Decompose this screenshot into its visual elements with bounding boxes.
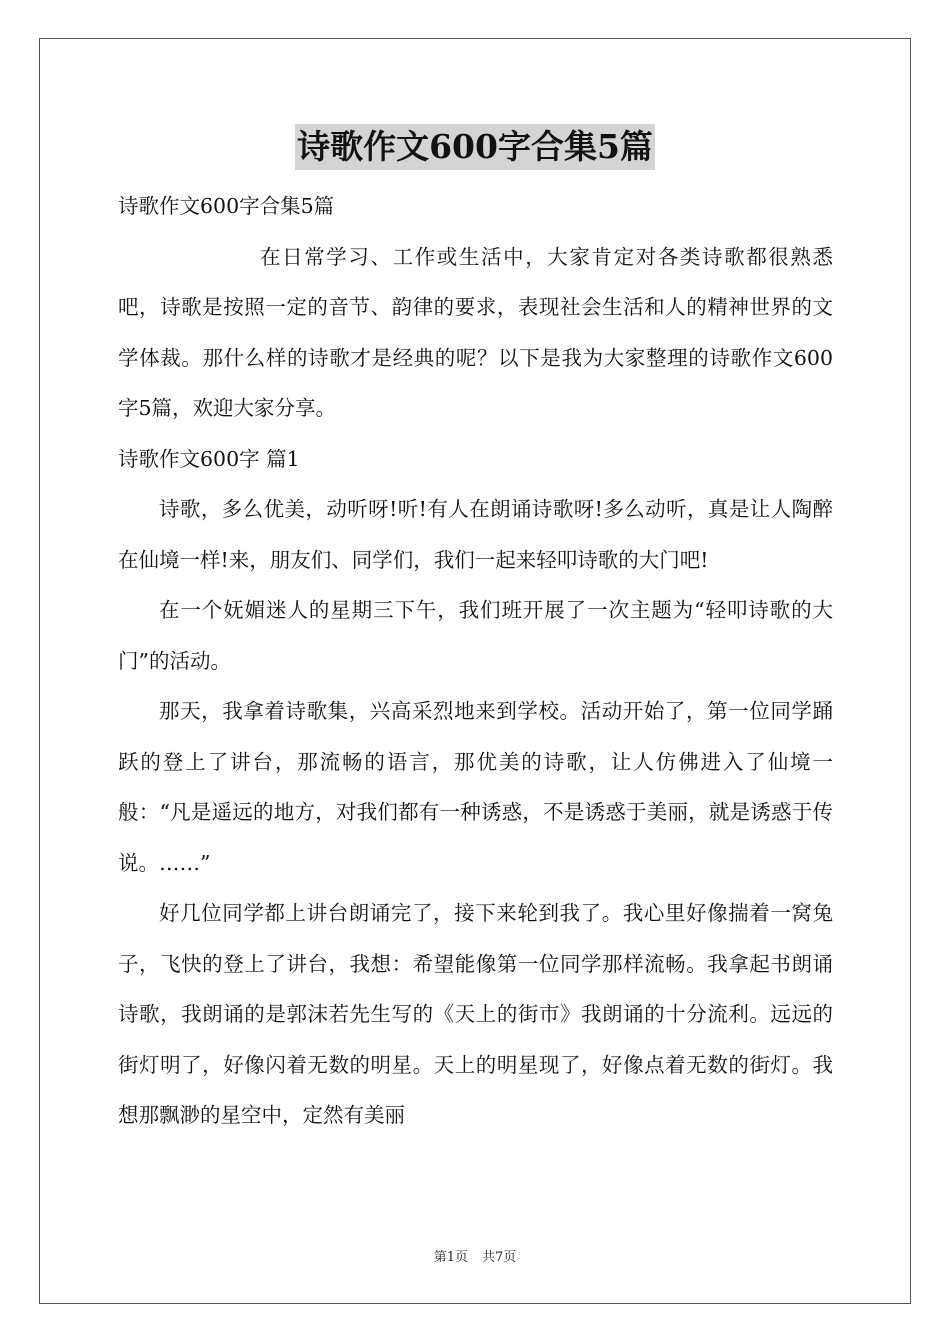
document-title: 诗歌作文600字合集5篇 — [295, 124, 655, 170]
subtitle-paragraph: 诗歌作文600字合集5篇 — [118, 194, 335, 218]
page-total: 共7页 — [482, 1250, 517, 1265]
title-container — [0, 124, 950, 170]
section-heading: 诗歌作文600字 篇1 — [118, 446, 300, 471]
body-paragraph: 在一个妩媚迷人的星期三下午，我们班开展了一次主题为“轻叩诗歌的大门”的活动。 — [118, 598, 833, 673]
document-body — [118, 181, 833, 1141]
page-footer — [0, 1246, 950, 1265]
body-paragraph: 好几位同学都上讲台朗诵完了，接下来轮到我了。我心里好像揣着一窝兔子，飞快的登上了讲台，我想：希望能像第一位同学那样流畅。我拿起书朗诵诗歌，我朗诵的是郭沫若先生写的《天上的街市》我朗诵的十分流利。远远的街灯明了，好像闪着无数的明星。天上的明星现了，好像点着无数的街灯。我想那飘渺的星空中，定然有美丽 — [118, 901, 833, 1127]
intro-paragraph: 在日常学习、工作或生活中，大家肯定对各类诗歌都很熟悉吧，诗歌是按照一定的音节、韵律的要求，表现社会生活和人的精神世界的文学体裁。那什么样的诗歌才是经典的呢？以下是我为大家整理的诗歌作文600字5篇，欢迎大家分享。 — [118, 244, 833, 420]
page-number: 第1页 — [433, 1250, 468, 1265]
body-paragraph: 诗歌，多么优美，动听呀!听!有人在朗诵诗歌呀!多么动听，真是让人陶醉在仙境一样!来，朋友们、同学们，我们一起来轻叩诗歌的大门吧! — [118, 497, 833, 572]
body-paragraph: 那天，我拿着诗歌集，兴高采烈地来到学校。活动开始了，第一位同学踊跃的登上了讲台，那流畅的语言，那优美的诗歌，让人仿佛进入了仙境一般：“凡是遥远的地方，对我们都有一种诱惑，不是诱惑于美丽，就是诱惑于传说。……” — [118, 699, 833, 875]
